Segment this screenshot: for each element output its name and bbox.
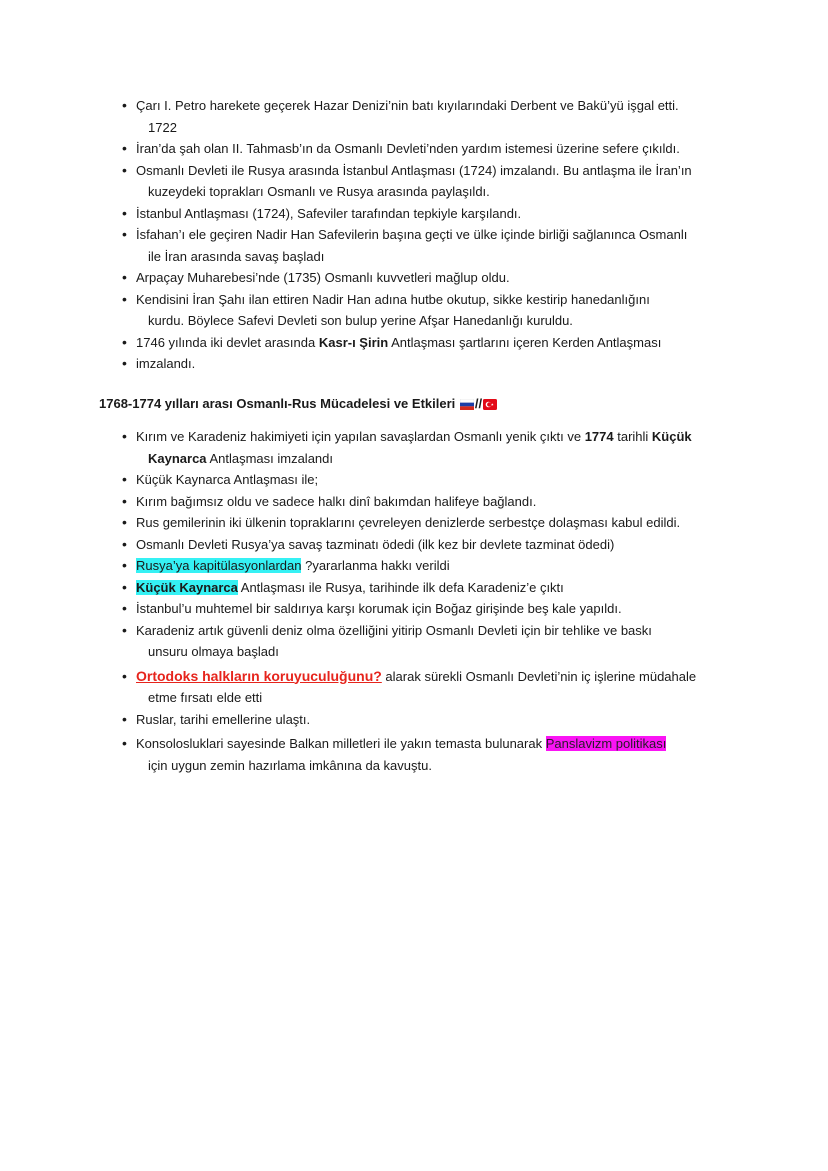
list-item: • Karadeniz artık güvenli deniz olma özelliğini yitirip Osmanlı Devleti için bir tehlike ve baskı unsuru olmaya başladı	[122, 620, 737, 663]
list-item: • İsfahan’ı ele geçiren Nadir Han Safevilerin başına geçti ve ülke içinde birliği sağlanınca Osmanlı ile İran arasında savaş başladı	[122, 224, 737, 267]
cyan-highlight: Küçük Kaynarca	[136, 579, 238, 595]
list-item: • Ruslar, tarihi emellerine ulaştı.	[122, 709, 737, 731]
magenta-highlight: Panslavizm politikası	[545, 736, 667, 751]
list-item: • Çarı I. Petro harekete geçerek Hazar Denizi’nin batı kıyılarındaki Derbent ve Bakü’yü işgal etti. 1722	[122, 95, 737, 138]
kasr-i-sirin-bold: Kasr-ı Şirin	[318, 334, 389, 350]
list-item: • Küçük Kaynarca Antlaşması ile;	[122, 469, 737, 491]
list-item: • İstanbul’u muhtemel bir saldırıya karşı korumak için Boğaz girişinde beş kale yapıldı.	[122, 598, 737, 620]
list-item: • Kendisini İran Şahı ilan ettiren Nadir Han adına hutbe okutup, sikke kestirip hanedanlığını kurdu. Böylece Safevi Devleti son bulup yerine Afşar Hanedanlığı kuruldu.	[122, 289, 737, 332]
list-item: • İran’da şah olan II. Tahmasb’ın da Osmanlı Devleti’nden yardım istemesi üzerine sefere çıkıldı.	[122, 138, 737, 160]
list-item: • Konsolosluklari sayesinde Balkan milletleri ile yakın temasta bulunarak Panslavizm politikası için uygun zemin hazırlama imkânına da kavuştu.	[122, 733, 737, 776]
list-item: • Osmanlı Devleti ile Rusya arasında İstanbul Antlaşması (1724) imzalandı. Bu antlaşma ile İran’ın kuzeydeki toprakları Osmanlı ve Rusya arasında paylaşıldı.	[122, 160, 737, 203]
cyan-highlight: Rusya’ya kapitülasyonlardan	[136, 558, 302, 573]
list-item: • Kırım ve Karadeniz hakimiyeti için yapılan savaşlardan Osmanlı yenik çıktı ve 1774 tarihli Küçük Kaynarca Antlaşması imzalandı	[122, 426, 737, 469]
list-item: • Rus gemilerinin iki ülkenin topraklarını çevreleyen denizlerde serbestçe dolaşması kabul edildi.	[122, 512, 737, 534]
list-item: • Kırım bağımsız oldu ve sadece halkı dinî bakımdan halifeye bağlandı.	[122, 491, 737, 513]
list-item: • 1746 yılında iki devlet arasında Kasr-ı Şirin Antlaşması şartlarını içeren Kerden Antlaşması	[122, 332, 737, 354]
russia-flag-icon	[460, 399, 474, 410]
list-item: • Rusya’ya kapitülasyonlardan ?yararlanma hakkı verildi	[122, 555, 737, 577]
list-item: • Arpaçay Muharebesi’nde (1735) Osmanlı kuvvetleri mağlup oldu.	[122, 267, 737, 289]
turkey-flag-icon	[483, 399, 497, 410]
list-item: • imzalandı.	[122, 353, 737, 375]
list-item: • İstanbul Antlaşması (1724), Safeviler tarafından tepkiyle karşılandı.	[122, 203, 737, 225]
red-underlined-text: Ortodoks halkların koruyuculuğunu?	[136, 667, 382, 684]
list-item: • Osmanlı Devleti Rusya’ya savaş tazminatı ödedi (ilk kez bir devlete tazminat ödedi)	[122, 534, 737, 556]
bullet-list-osmanli-rus	[122, 426, 737, 776]
section-heading: 1768-1774 yılları arası Osmanlı-Rus Mücadelesi ve Etkileri //	[99, 394, 498, 414]
list-item: • Ortodoks halkların koruyuculuğunu? alarak sürekli Osmanlı Devleti’nin iç işlerine müdahale etme fırsatı elde etti	[122, 666, 737, 709]
bullet-list-safevi	[122, 95, 737, 375]
list-item: • Küçük Kaynarca Antlaşması ile Rusya, tarihinde ilk defa Karadeniz’e çıktı	[122, 577, 737, 599]
